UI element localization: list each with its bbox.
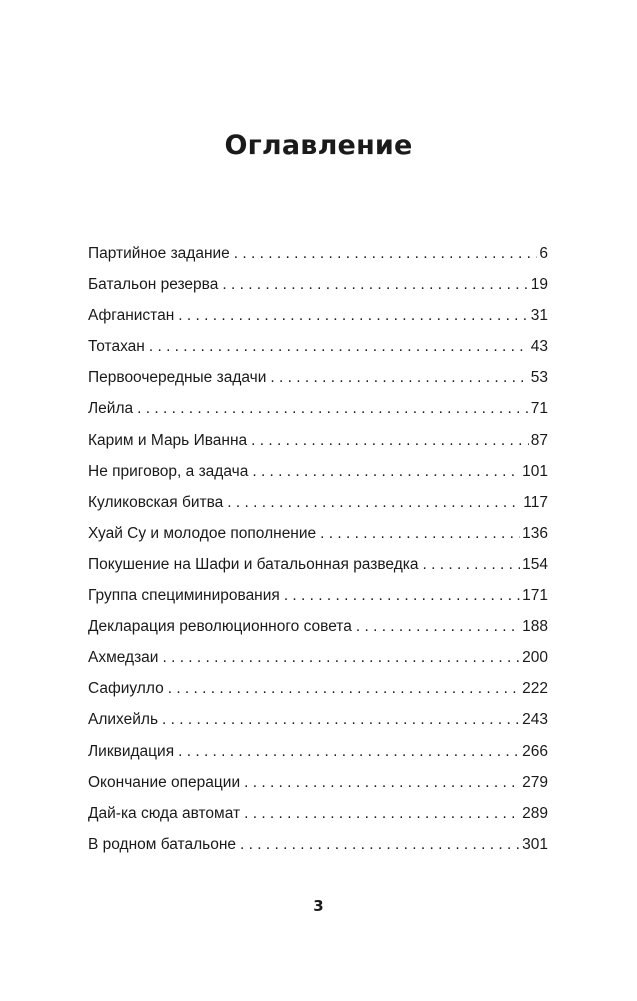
toc-leader-dots — [240, 829, 520, 860]
toc-entry — [88, 362, 548, 393]
table-of-contents — [88, 238, 548, 860]
toc-entry-page: 289 — [522, 804, 548, 822]
page-number: 3 — [313, 897, 324, 915]
toc-entry — [88, 673, 548, 704]
toc-entry-title: Карим и Марь Иванна — [88, 431, 248, 449]
toc-leader-dots — [320, 518, 520, 549]
toc-entry-title: Сафиулло — [88, 680, 164, 698]
toc-leader-dots — [234, 238, 538, 269]
toc-entry — [88, 456, 548, 487]
toc-entry-title: Группа специминирования — [88, 587, 280, 605]
toc-leader-dots — [244, 767, 520, 798]
toc-entry-title: Афганистан — [88, 307, 175, 325]
toc-leader-dots — [162, 642, 520, 673]
toc-entry — [88, 642, 548, 673]
toc-entry — [88, 487, 548, 518]
toc-entry-title: Первоочередные задачи — [88, 369, 267, 387]
toc-entry-page: 53 — [530, 369, 548, 387]
toc-entry — [88, 238, 548, 269]
toc-entry-title: Покушение на Шафи и батальонная разведка — [88, 555, 419, 573]
toc-entry-page: 266 — [522, 742, 548, 760]
toc-entry — [88, 425, 548, 456]
toc-entry-title: Хуай Су и молодое пополнение — [88, 524, 317, 542]
toc-entry-page: 19 — [530, 276, 548, 294]
toc-leader-dots — [423, 549, 521, 580]
toc-entry-title: Алихейль — [88, 711, 159, 729]
toc-entry-title: В родном батальоне — [88, 835, 236, 853]
toc-entry-title: Не приговор, а задача — [88, 462, 249, 480]
toc-entry — [88, 798, 548, 829]
toc-entry-page: 222 — [522, 680, 548, 698]
toc-leader-dots — [137, 393, 529, 424]
toc-entry — [88, 611, 548, 642]
toc-entry — [88, 736, 548, 767]
toc-leader-dots — [270, 362, 528, 393]
toc-entry — [88, 767, 548, 798]
toc-leader-dots — [178, 736, 520, 767]
toc-entry-page: 6 — [539, 245, 548, 262]
toc-entry-title: Декларация революционного совета — [88, 618, 352, 636]
toc-entry-page: 87 — [530, 431, 548, 449]
toc-entry-page: 117 — [523, 493, 548, 511]
toc-leader-dots — [356, 611, 520, 642]
toc-entry-title: Ахмедзаи — [88, 649, 159, 667]
toc-leader-dots — [227, 487, 521, 518]
toc-leader-dots — [284, 580, 520, 611]
toc-leader-dots — [178, 300, 528, 331]
toc-entry-title: Ликвидация — [88, 742, 175, 760]
toc-entry-title: Тотахан — [88, 338, 145, 356]
toc-entry-page: 43 — [530, 338, 548, 356]
toc-entry-page: 243 — [522, 711, 548, 729]
toc-entry — [88, 393, 548, 424]
toc-entry-title: Батальон резерва — [88, 276, 219, 294]
toc-entry-page: 136 — [522, 524, 548, 542]
toc-entry — [88, 580, 548, 611]
toc-entry — [88, 518, 548, 549]
toc-entry-page: 200 — [522, 649, 548, 667]
toc-leader-dots — [149, 331, 529, 362]
toc-entry — [88, 704, 548, 735]
toc-leader-dots — [162, 704, 520, 735]
toc-entry-page: 301 — [522, 835, 548, 853]
toc-entry-page: 31 — [530, 307, 548, 325]
toc-entry-title: Куликовская битва — [88, 493, 224, 511]
toc-entry-page: 71 — [530, 400, 548, 418]
toc-leader-dots — [222, 269, 528, 300]
toc-leader-dots — [244, 798, 520, 829]
toc-entry-page: 171 — [522, 587, 548, 605]
toc-entry-title: Лейла — [88, 400, 134, 418]
toc-entry — [88, 300, 548, 331]
page-title: Оглавление — [224, 130, 413, 161]
toc-entry-page: 101 — [522, 462, 548, 480]
toc-leader-dots — [251, 425, 529, 456]
toc-leader-dots — [252, 456, 520, 487]
toc-entry-title: Дай-ка сюда автомат — [88, 804, 241, 822]
toc-entry-page: 188 — [522, 618, 548, 636]
toc-entry — [88, 269, 548, 300]
toc-entry — [88, 331, 548, 362]
toc-entry-title: Окончание операции — [88, 773, 241, 791]
toc-entry — [88, 549, 548, 580]
toc-entry — [88, 829, 548, 860]
toc-entry-page: 154 — [522, 555, 548, 573]
toc-leader-dots — [168, 673, 520, 704]
toc-entry-page: 279 — [522, 773, 548, 791]
toc-entry-title: Партийное задание — [88, 245, 230, 262]
